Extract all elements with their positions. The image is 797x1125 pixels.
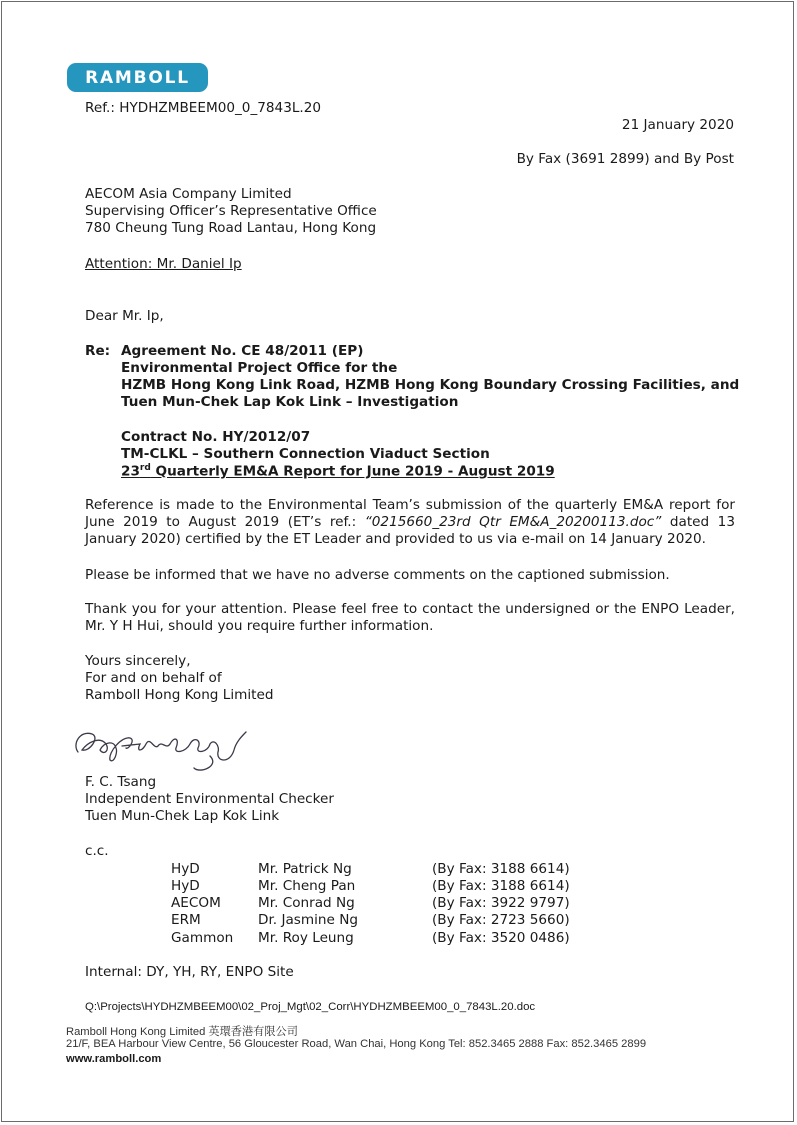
footer-company: Ramboll Hong Kong Limited 英環香港有限公司 [66, 1026, 298, 1038]
report-title-rest: Quarterly EM&A Report for June 2019 - August 2019 [150, 463, 555, 480]
cc-row [0, 878, 797, 895]
cc-fax: (By Fax: 3188 6614) [432, 861, 570, 877]
paragraph-1-text-b: dated 13 January 2020) certified by the ET Leader and provided to us via e-mail on 14 January 2020. [85, 514, 735, 548]
recipient-company: AECOM Asia Company Limited [85, 186, 292, 202]
ramboll-logo: RAMBOLL [67, 63, 208, 92]
internal-distribution: Internal: DY, YH, RY, ENPO Site [85, 964, 294, 980]
cc-label: c.c. [85, 843, 109, 859]
et-reference-file: “0215660_23rd Qtr EM&A_20200113.doc” [364, 514, 662, 531]
closing-line-2: For and on behalf of [85, 670, 222, 686]
cc-organisation: HyD [171, 878, 200, 894]
report-ordinal: rd [139, 463, 151, 473]
contract-number: Contract No. HY/2012/07 [121, 429, 311, 445]
page-border [1, 1, 794, 1122]
report-number: 23 [121, 463, 140, 480]
footer-address: 21/F, BEA Harbour View Centre, 56 Gloucester Road, Wan Chai, Hong Kong Tel: 852.3465 2888 Fax: 852.3465 2899 [66, 1038, 647, 1050]
cc-fax: (By Fax: 3520 0486) [432, 930, 570, 946]
subject-investigation: Tuen Mun-Chek Lap Kok Link – Investigation [121, 394, 459, 410]
cc-person: Dr. Jasmine Ng [258, 912, 358, 928]
salutation: Dear Mr. Ip, [85, 308, 164, 324]
subject-agreement: Agreement No. CE 48/2011 (EP) [121, 343, 364, 359]
signatory-project: Tuen Mun-Chek Lap Kok Link [85, 808, 280, 824]
letter-date: 21 January 2020 [621, 117, 734, 133]
cc-organisation: Gammon [171, 930, 234, 946]
delivery-method: By Fax (3691 2899) and By Post [516, 151, 734, 167]
signatory-title: Independent Environmental Checker [85, 791, 334, 807]
cc-organisation: AECOM [171, 895, 221, 911]
attention-line: Attention: Mr. Daniel Ip [85, 256, 242, 272]
reference-number: Ref.: HYDHZMBEEM00_0_7843L.20 [85, 100, 322, 116]
cc-person: Mr. Conrad Ng [258, 895, 355, 911]
cc-person: Mr. Roy Leung [258, 930, 354, 946]
file-path: Q:\Projects\HYDHZMBEEM00\02_Proj_Mgt\02_Corr\HYDHZMBEEM00_0_7843L.20.doc [85, 1001, 536, 1013]
recipient-office: Supervising Officer’s Representative Office [85, 203, 377, 219]
cc-fax: (By Fax: 3188 6614) [432, 878, 570, 894]
subject-office: Environmental Project Office for the [121, 360, 398, 376]
cc-organisation: ERM [171, 912, 201, 928]
body-paragraph-2: Please be informed that we have no adverse comments on the captioned submission. [85, 567, 670, 583]
closing-company: Ramboll Hong Kong Limited [85, 687, 274, 703]
body-paragraph-1 [85, 497, 735, 549]
footer-website: www.ramboll.com [66, 1053, 162, 1065]
cc-organisation: HyD [171, 861, 200, 877]
report-title [121, 463, 555, 480]
cc-row [0, 861, 797, 878]
cc-row [0, 895, 797, 912]
closing-line-1: Yours sincerely, [85, 653, 191, 669]
subject-prefix: Re: [85, 343, 111, 359]
paragraph-1-text-a: Reference is made to the Environmental Team’s submission of the quarterly EM&A report for June 2019 to August 2019 (ET’s ref.: [85, 497, 735, 531]
handwritten-signature [70, 722, 250, 777]
cc-row [0, 912, 797, 929]
cc-person: Mr. Patrick Ng [258, 861, 352, 877]
subject-projects: HZMB Hong Kong Link Road, HZMB Hong Kong Boundary Crossing Facilities, and [121, 377, 740, 393]
signatory-name: F. C. Tsang [85, 774, 157, 790]
recipient-address: 780 Cheung Tung Road Lantau, Hong Kong [85, 220, 377, 236]
cc-row [0, 930, 797, 947]
cc-person: Mr. Cheng Pan [258, 878, 356, 894]
cc-fax: (By Fax: 2723 5660) [432, 912, 570, 928]
body-paragraph-3: Thank you for your attention. Please feel free to contact the undersigned or the ENPO Leader, Mr. Y H Hui, should you require further information. [85, 601, 735, 635]
cc-fax: (By Fax: 3922 9797) [432, 895, 570, 911]
contract-section: TM-CLKL – Southern Connection Viaduct Section [121, 446, 490, 462]
